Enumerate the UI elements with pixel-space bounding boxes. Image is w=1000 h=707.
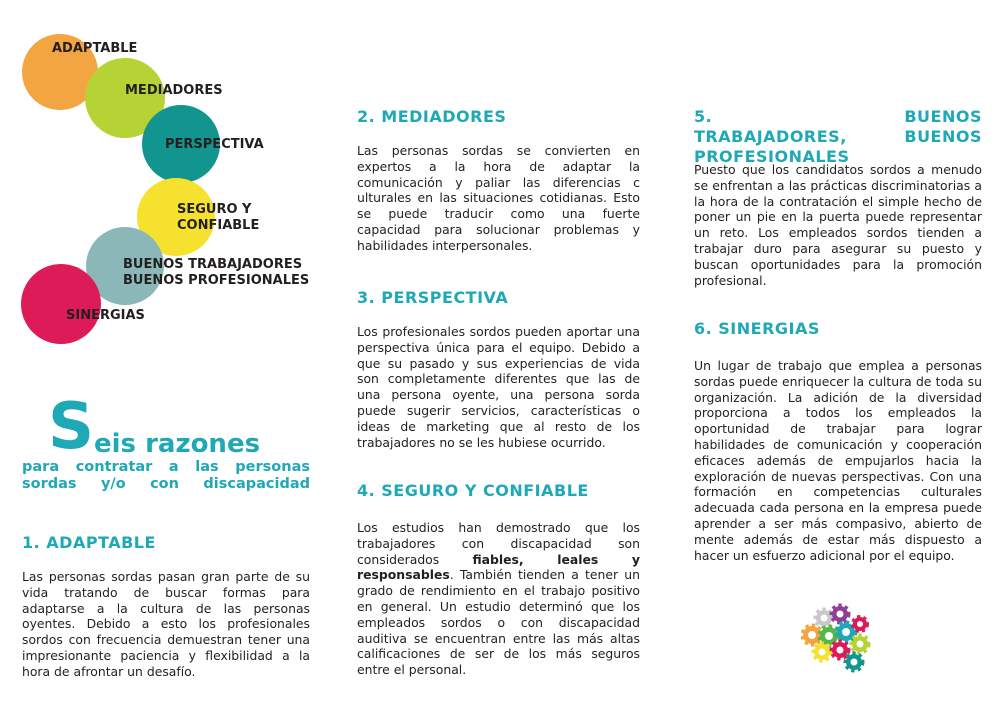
circle-label-mediadores: MEDIADORES: [125, 83, 223, 98]
seguro-text-start: Los estudios han demostrado que los trabajadores con discapacidad son considerados: [357, 520, 640, 567]
hero-big-letter: S: [48, 390, 95, 464]
section-heading-mediadores: 2. MEDIADORES: [357, 107, 507, 126]
section-heading-buenos: 5. BUENOS TRABAJADORES, BUENOS PROFESIONALES: [694, 107, 982, 166]
hero-title: eis razones: [94, 429, 261, 459]
section-body-seguro: [357, 520, 640, 678]
section-body-buenos: Puesto que los candidatos sordos a menudo se enfrentan a las prácticas discriminatorias a la hora de la contratación el simple hecho de poner un pie en la puerta puede representar un reto. Los empleados sordos tienden a trabajar duro para asegurar su puesto y buscan oportunidades para la promoción profesional.: [694, 162, 982, 288]
circle-label-adaptable: ADAPTABLE: [52, 41, 138, 56]
circle-label-sinergias: SINERGIAS: [66, 308, 145, 323]
section-heading-perspectiva: 3. PERSPECTIVA: [357, 288, 509, 307]
seguro-text-end: . También tienden a tener un grado de rendimiento en el trabajo positivo en general. Un estudio determinó que los empleados sordos o con discapacidad auditiva se encuentran entre las más altas calificaciones de ser de los más seguros entre el personal.: [357, 567, 640, 678]
section-body-sinergias: Un lugar de trabajo que emplea a personas sordas puede enriquecer la cultura de toda su organización. La adición de la diversidad proporciona a todos los empleados la oportunidad de trabajar para lograr habilidades de comunicación y cooperación eficaces además de empujarlos hacia la exploración de nuevas perspectivas. Con una formación en competencias culturales adecuada cada persona en la empresa puede aprender a ser más compasivo, abierto de mente además de estar más dispuesto a hacer un esfuerzo adicional por el equipo.: [694, 358, 982, 563]
circle-label-seguro: SEGURO Y CONFIABLE: [177, 202, 260, 233]
gears-icon: [794, 600, 880, 676]
circle-label-buenos: BUENOS TRABAJADORES BUENOS PROFESIONALES: [123, 257, 310, 288]
section-body-adaptable: Las personas sordas pasan gran parte de su vida tratando de buscar formas para adaptarse a la cultura de las personas oyentes. Debido a esto los profesionales sordos con frecuencia demuestran tener una impresionante paciencia y flexibilidad a la hora de afrontar un desafío.: [22, 569, 310, 679]
circle-label-perspectiva: PERSPECTIVA: [165, 137, 264, 152]
section-heading-seguro: 4. SEGURO Y CONFIABLE: [357, 481, 589, 500]
section-body-mediadores: Las personas sordas se convierten en expertos a la hora de adaptar la comunicación y paliar las diferencias c ulturales en las situaciones cotidianas. Esto se puede traducir como una fuerte capacidad para solucionar problemas y habilidades interpersonales.: [357, 143, 640, 253]
section-body-perspectiva: Los profesionales sordos pueden aportar una perspectiva única para el equipo. Debido a que su pasado y sus experiencias de vida son completamente diferentes que las de una persona oyente, una persona sorda puede sugerir servicios, características o ideas de marketing que al resto de los trabajadores no se les hubiese ocurrido.: [357, 324, 640, 450]
gear-shape: [803, 606, 868, 670]
section-heading-sinergias: 6. SINERGIAS: [694, 319, 820, 338]
hero-subtitle: para contratar a las personas sordas y/o con discapacidad: [22, 459, 310, 492]
seguro-text-bold: fiables, leales y responsables: [357, 551, 640, 583]
circle-sinergias: [21, 264, 101, 344]
section-heading-adaptable: 1. ADAPTABLE: [22, 533, 156, 552]
